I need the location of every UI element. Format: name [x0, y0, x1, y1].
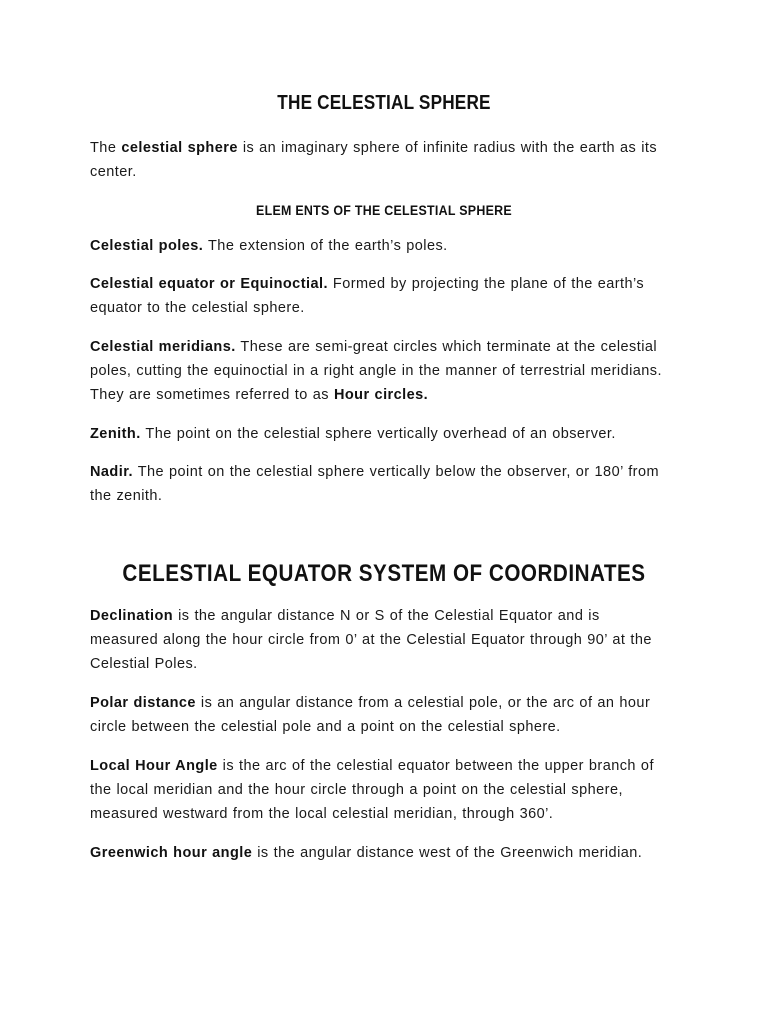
definition-term-secondary: Hour circles.: [333, 387, 429, 403]
definition-text: is an angular distance from a celestial pole, or the arc of an hour circle between the celestial pole and a point on the celestial sphere.: [90, 695, 651, 735]
definition-polar-distance: [90, 691, 668, 739]
definition-term: Polar distance: [90, 695, 196, 711]
definition-celestial-meridians: [90, 335, 668, 407]
definition-text: Formed by projecting the plane of the earth’s equator to the celestial sphere.: [90, 276, 645, 316]
definition-text: is the angular distance N or S of the Celestial Equator and is measured along the hour circle from 0’ at the Celestial Equator through 90’ at the Celestial Poles.: [90, 608, 652, 672]
definition-text: is the arc of the celestial equator between the upper branch of the local meridian and the hour circle through a point on the celestial sphere, measured westward from the local celestial meridian, through 360’.: [90, 758, 654, 822]
definition-term: Declination: [90, 608, 174, 624]
intro-term: celestial sphere: [121, 140, 238, 156]
definition-zenith: [90, 422, 668, 446]
definition-text: These are semi-great circles which terminate at the celestial poles, cutting the equinoctial in a right angle in the manner of terrestrial meridians. They are sometimes referred to as: [90, 339, 662, 403]
definition-greenwich-hour-angle: [90, 841, 668, 865]
definition-term: Greenwich hour angle: [90, 845, 253, 861]
definition-celestial-poles: [90, 234, 668, 258]
definition-local-hour-angle: [90, 754, 668, 826]
definition-text: The point on the celestial sphere vertically overhead of an observer.: [140, 426, 616, 442]
page-title: THE CELESTIAL SPHERE: [277, 92, 491, 114]
intro-text: is an imaginary sphere of infinite radius with the earth as its center.: [90, 140, 658, 180]
definition-text: The extension of the earth’s poles.: [203, 238, 448, 254]
definition-text: The point on the celestial sphere vertically below the observer, or 180’ from the zenith.: [90, 464, 659, 504]
definition-term: Local Hour Angle: [90, 758, 218, 774]
definition-nadir: [90, 460, 668, 508]
definition-term: Zenith.: [90, 426, 141, 442]
intro-prefix: The: [90, 140, 122, 156]
definition-term: Nadir.: [90, 464, 133, 480]
definition-term: Celestial poles.: [90, 238, 204, 254]
section-heading: ELEM ENTS OF THE CELESTIAL SPHERE: [256, 203, 512, 218]
intro-paragraph: [90, 136, 668, 184]
definition-declination: [90, 604, 668, 676]
section-title: CELESTIAL EQUATOR SYSTEM OF COORDINATES: [122, 560, 646, 587]
definition-term: Celestial meridians.: [90, 339, 236, 355]
definition-celestial-equator: [90, 272, 668, 320]
definition-term: Celestial equator or Equinoctial.: [90, 276, 328, 292]
definition-text: is the angular distance west of the Greenwich meridian.: [252, 845, 643, 861]
